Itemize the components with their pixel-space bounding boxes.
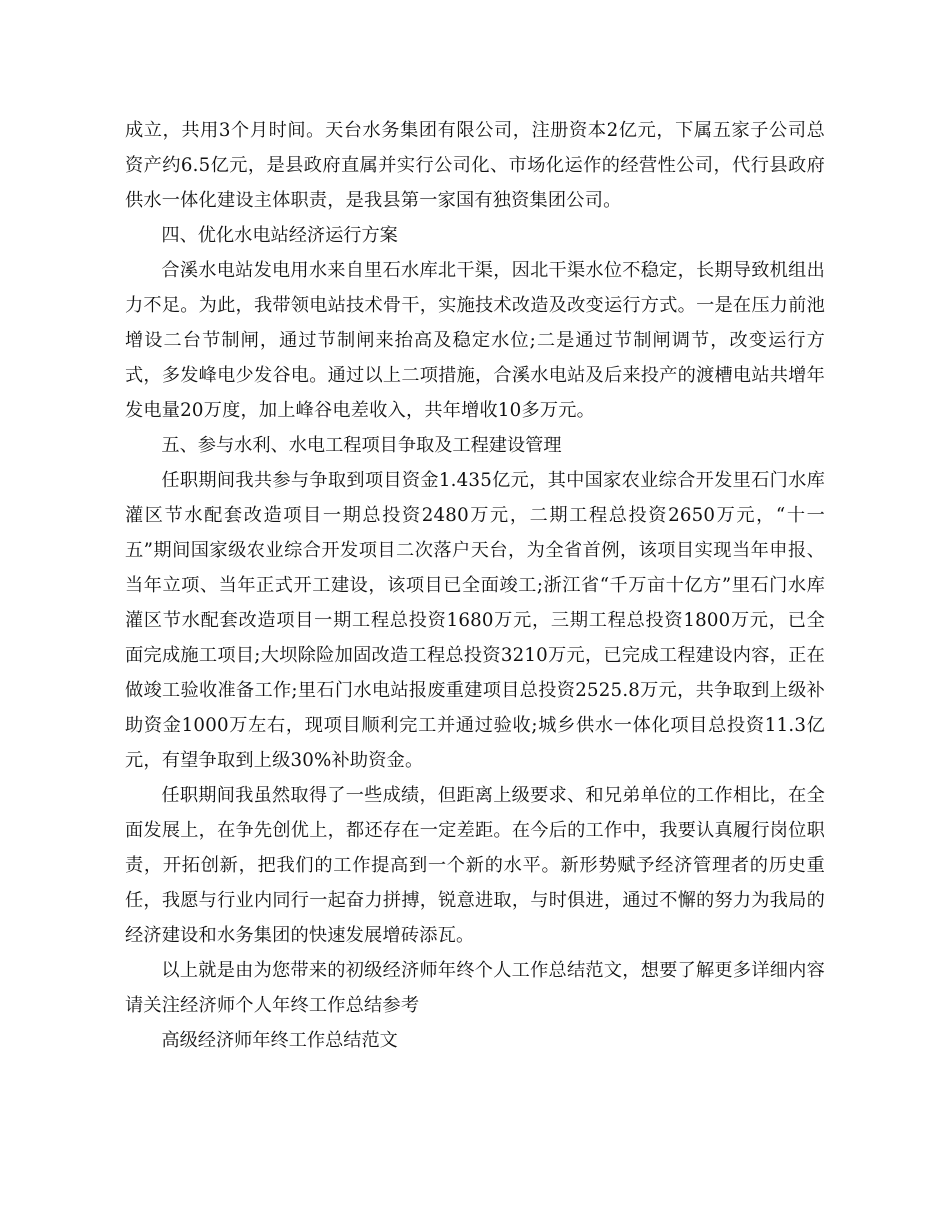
paragraph-company-intro: 成立，共用3个月时间。天台水务集团有限公司，注册资本2亿元，下属五家子公司总资产约6.5亿元，是县政府直属并实行公司化、市场化运作的经营性公司，代行县政府供水一体化建设主体职责，是我县第一家国有独资集团公司。 (125, 120, 825, 211)
section-heading-4: 四、优化水电站经济运行方案 (161, 225, 398, 246)
document-body (125, 113, 825, 1058)
paragraph-hydropower-optimization: 合溪水电站发电用水来自里石水库北干渠，因北干渠水位不稳定，长期导致机组出力不足。为此，我带领电站技术骨干，实施技术改造及改变运行方式。一是在压力前池增设二台节制闸，通过节制闸来抬高及稳定水位;二是通过节制闸调节，改变运行方式，多发峰电少发谷电。通过以上二项措施，合溪水电站及后来投产的渡槽电站共增年发电量20万度，加上峰谷电差收入，共年增收10多万元。 (125, 260, 825, 421)
paragraph-closing-note: 以上就是由为您带来的初级经济师年终个人工作总结范文，想要了解更多详细内容请关注经济师个人年终工作总结参考 (125, 960, 825, 1016)
paragraph-project-funding: 任职期间我共参与争取到项目资金1.435亿元，其中国家农业综合开发里石门水库灌区节水配套改造项目一期总投资2480万元，二期工程总投资2650万元，“十一五”期间国家级农业综合开发项目二次落户天台，为全省首例，该项目实现当年申报、当年立项、当年正式开工建设，该项目已全面竣工;浙江省“千万亩十亿方”里石门水库灌区节水配套改造项目一期工程总投资1680万元，三期工程总投资1800万元，已全面完成施工项目;大坝除险加固改造工程总投资3210万元，已完成工程建设内容，正在做竣工验收准备工作;里石门水电站报废重建项目总投资2525.8万元，共争取到上级补助资金1000万左右，现项目顺利完工并通过验收;城乡供水一体化项目总投资11.3亿元，有望争取到上级30%补助资金。 (125, 470, 825, 771)
related-article-title: 高级经济师年终工作总结范文 (161, 1030, 398, 1051)
paragraph-self-assessment: 任职期间我虽然取得了一些成绩，但距离上级要求、和兄弟单位的工作相比，在全面发展上，在争先创优上，都还存在一定差距。在今后的工作中，我要认真履行岗位职责，开拓创新，把我们的工作提高到一个新的水平。新形势赋予经济管理者的历史重任，我愿与行业内同行一起奋力拼搏，锐意进取，与时俱进，通过不懈的努力为我局的经济建设和水务集团的快速发展增砖添瓦。 (125, 785, 825, 946)
section-heading-5: 五、参与水利、水电工程项目争取及工程建设管理 (161, 435, 562, 456)
